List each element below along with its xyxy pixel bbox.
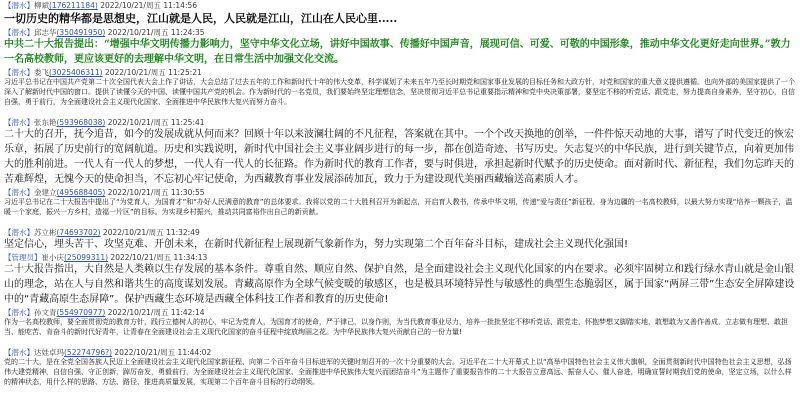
sender-name[interactable]: 孙文青 bbox=[34, 308, 57, 317]
message-text: 一切历史的精华都是思想史，江山就是人民，人民就是江山，江山在人民心里..... bbox=[4, 12, 398, 25]
message-text: 二十大的召开，抚今追昔，如今的发展成就从何而来？回顾十年以来波澜壮阔的不凡征程，答案就在其中。一个个改天换地的创举，一件件惊天动地的大事，谱写了时代变迁的恢宏乐章，拓展了历史前行的宽阔航道。历史和实践说明，新时代中国社会主义事业阔步进行的每一步，都在创造奇迹、书写历史。矢志复兴的中华民族，进行到关键节点，向着更加伟大的胜利前进。一代人有一代人的梦想，一代人有一代人的长征路。作为新时代的教育工作者，要与时俱进，承担起新时代赋予的历史使命。面对新时代、新征程，我们勿忘昨天的苦难辉煌，无愧今天的使命担当，不忘初心牢记使命，为西藏教育事业发展添砖加瓦，致力于为建设现代美丽西藏输送高素质人才。 bbox=[4, 129, 794, 185]
message-header bbox=[4, 228, 796, 237]
message-time: 2022/10/21/周五 11:25:41 bbox=[107, 118, 205, 127]
message-time: 2022/10/21/周五 11:44:02 bbox=[114, 348, 212, 357]
chat-message bbox=[4, 228, 796, 252]
member-badge: 【潜水】 bbox=[4, 118, 34, 127]
message-text: 坚定信心，埋头苦干、攻坚克难、开创未来，在新时代新征程上展现新气象新作为，努力实现第二个百年奋斗目标，建成社会主义现代化强国! bbox=[4, 239, 629, 250]
message-header bbox=[4, 308, 796, 317]
chat-message bbox=[4, 28, 796, 67]
message-time: 2022/10/21/周五 11:42:14 bbox=[107, 308, 205, 317]
message-header bbox=[4, 1, 796, 10]
message-time: 2022/10/21/周五 11:30:55 bbox=[107, 188, 205, 197]
chat-message bbox=[4, 1, 796, 27]
sender-name[interactable]: 柳斌 bbox=[34, 1, 49, 10]
message-time: 2022/10/21/周五 11:34:13 bbox=[110, 253, 208, 262]
message-time: 2022/10/21/周五 11:14:56 bbox=[100, 1, 198, 10]
sender-id-link[interactable]: (554970977) bbox=[56, 308, 106, 317]
message-header bbox=[4, 253, 796, 262]
sender-name[interactable]: 张东艳 bbox=[34, 118, 57, 127]
message-time: 2022/10/21/周五 11:24:35 bbox=[107, 28, 205, 37]
sender-id-link[interactable]: (593968038) bbox=[56, 118, 106, 127]
message-time: 2022/10/21/周五 11:25:21 bbox=[104, 68, 202, 77]
message-header bbox=[4, 118, 796, 127]
chat-message bbox=[4, 348, 796, 387]
sender-id-link[interactable]: (25099311) bbox=[64, 253, 109, 262]
message-header bbox=[4, 348, 796, 357]
member-badge: 【潜水】 bbox=[4, 1, 34, 10]
chat-message bbox=[4, 68, 796, 117]
message-header bbox=[4, 68, 796, 77]
chat-message bbox=[4, 253, 796, 307]
sender-name[interactable]: 邱志华 bbox=[34, 28, 57, 37]
chat-message bbox=[4, 188, 796, 227]
message-header bbox=[4, 28, 796, 37]
sender-id-link[interactable]: (495688405) bbox=[56, 188, 106, 197]
chat-message bbox=[4, 308, 796, 347]
message-text: 二十大报告指出，大自然是人类赖以生存发展的基本条件。尊重自然、顺应自然、保护自然，是全面建设社会主义现代化国家的内在要求。必须牢固树立和践行绿水青山就是金山银山的理念，站在人与自然和谐共生的高度谋划发展。青藏高原作为全球气候变暖的敏感区，也是极具环境特异性与敏感性的典型生态脆弱区，属于国家“两屏三带”生态安全屏障建设中的“青藏高原生态屏障”。保护西藏生态环境是西藏全体科技工作者和教育的历史使命! bbox=[4, 264, 795, 305]
message-text: 习近平总书记在二十大报告中提出了“为党育人，为国育才”和“办好人民满意的教育”的总体要求。我将以党的二十大胜利召开为新起点，开启育人教书，传承中华文明，传递“爱与责任”新征程，身为边疆的一名高校教师，以最大努力实现“培养一颗孩子，温暖一个家庭，振兴一方乡村，造福一片区”的目标。为实现乡村振兴，推动共同富裕作出自己的新贡献。 bbox=[4, 198, 793, 216]
member-badge: 【潜水】 bbox=[4, 68, 34, 77]
sender-id-link[interactable]: (3025406311) bbox=[49, 68, 103, 77]
member-badge: 【潜水】 bbox=[4, 308, 34, 317]
member-badge: 【潜水】 bbox=[4, 348, 34, 357]
sender-id-link[interactable]: (350491950) bbox=[56, 28, 106, 37]
message-text: 中共二十大报告提出：“增强中华文明传播力影响力，坚守中华文化立场，讲好中国故事、传播好中国声音，展现可信、可爱、可敬的中国形象，推动中华文化更好走向世界。”敦力一名高校教师，更应该更好的去理解中华文明，在日常生活中加强文化交流。 bbox=[4, 39, 791, 65]
sender-name[interactable]: 娄飞 bbox=[34, 68, 49, 77]
sender-id-link[interactable]: (52274796?) bbox=[64, 348, 113, 357]
member-badge: 【管理员】 bbox=[4, 253, 42, 262]
sender-id-link[interactable]: (176211184) bbox=[49, 1, 98, 10]
sender-name[interactable]: 崔小庆 bbox=[41, 253, 64, 262]
member-badge: 【潜水】 bbox=[4, 28, 34, 37]
message-text: 党的二十大，是在全党全国各族人民迈上全面建设社会主义现代化国家新征程、向第二个百年奋斗目标进军的关键时刻召开的一次十分重要的大会。习近平在二十大开幕式上以“高举中国特色社会主义伟大旗帜，全面贯彻新时代中国特色社会主义思想，弘扬伟大建党精神，自信自强、守正创新，踔厉奋发，勇毅前行，为全面建设社会主义现代化国家、全面推进中华民族伟大复兴而团结奋斗”为主题作了重要报告作的二十大报告立意高远、振奋人心、催人奋进，明确宣誓时期我们党的使命，坚定立场，以什么样的精神状态，用什么样的思路、方法、路径、推进高质量发展，实现第二个百年奋斗目标的行动纲领。 bbox=[4, 358, 792, 386]
message-text: 作为一名高校教师，要全面贯彻党的教育方针，践行立德树人的初心，牢记为党育人，为国育才的使命，严于律己，以身作则，为当代教育事业尽力，培养一批批坚定不移听党话、跟党走，怀抱梦想又脚踏实地，敢想敢为又善作善成，立志做有理想、敢担当、能吃苦、肯奋斗的新时代好青年，让青春在全面建设社会主义现代化国家的奋斗征程中绽放绚丽之花。为中华民族伟大复兴贡献自己的一份力量! bbox=[4, 318, 788, 336]
sender-name[interactable]: 达娃卓玛 bbox=[34, 348, 64, 357]
message-text: 习近平总书记在中国共产党第二十次全国代表大会上作了讲话，大会总结了过去五年的工作和新时代十年的伟大变革，科学谋划了未来五年乃至长时期党和国家事业发展的目标任务和大政方针，对党和国家的重大意义提供遵循。也向外部的美国家提供了一个深入了解新时代中国的窗口。提供了读懂今天的中国、读懂中国共产党的机会。作为新时代的一名党员，我们要始终坚定理想信念，坚决贯彻习近平总书记重要指示精神和党中央决策部署，要坚定不移的听党话、跟党走，努力提高自身素养，坚守初心，自信自强，勇于前行，为全面建设社会主义现代化国家、全面推进中华民族伟大复兴而努力奋斗。 bbox=[4, 78, 795, 106]
message-header bbox=[4, 188, 796, 197]
member-badge: 【潜水】 bbox=[4, 228, 34, 237]
sender-id-link[interactable]: (74693702) bbox=[56, 228, 101, 237]
member-badge: 【潜水】 bbox=[4, 188, 34, 197]
sender-name[interactable]: 苏立彬 bbox=[34, 228, 57, 237]
message-time: 2022/10/21/周五 11:32:49 bbox=[102, 228, 200, 237]
chat-message bbox=[4, 118, 796, 187]
sender-name[interactable]: 金建立 bbox=[34, 188, 57, 197]
